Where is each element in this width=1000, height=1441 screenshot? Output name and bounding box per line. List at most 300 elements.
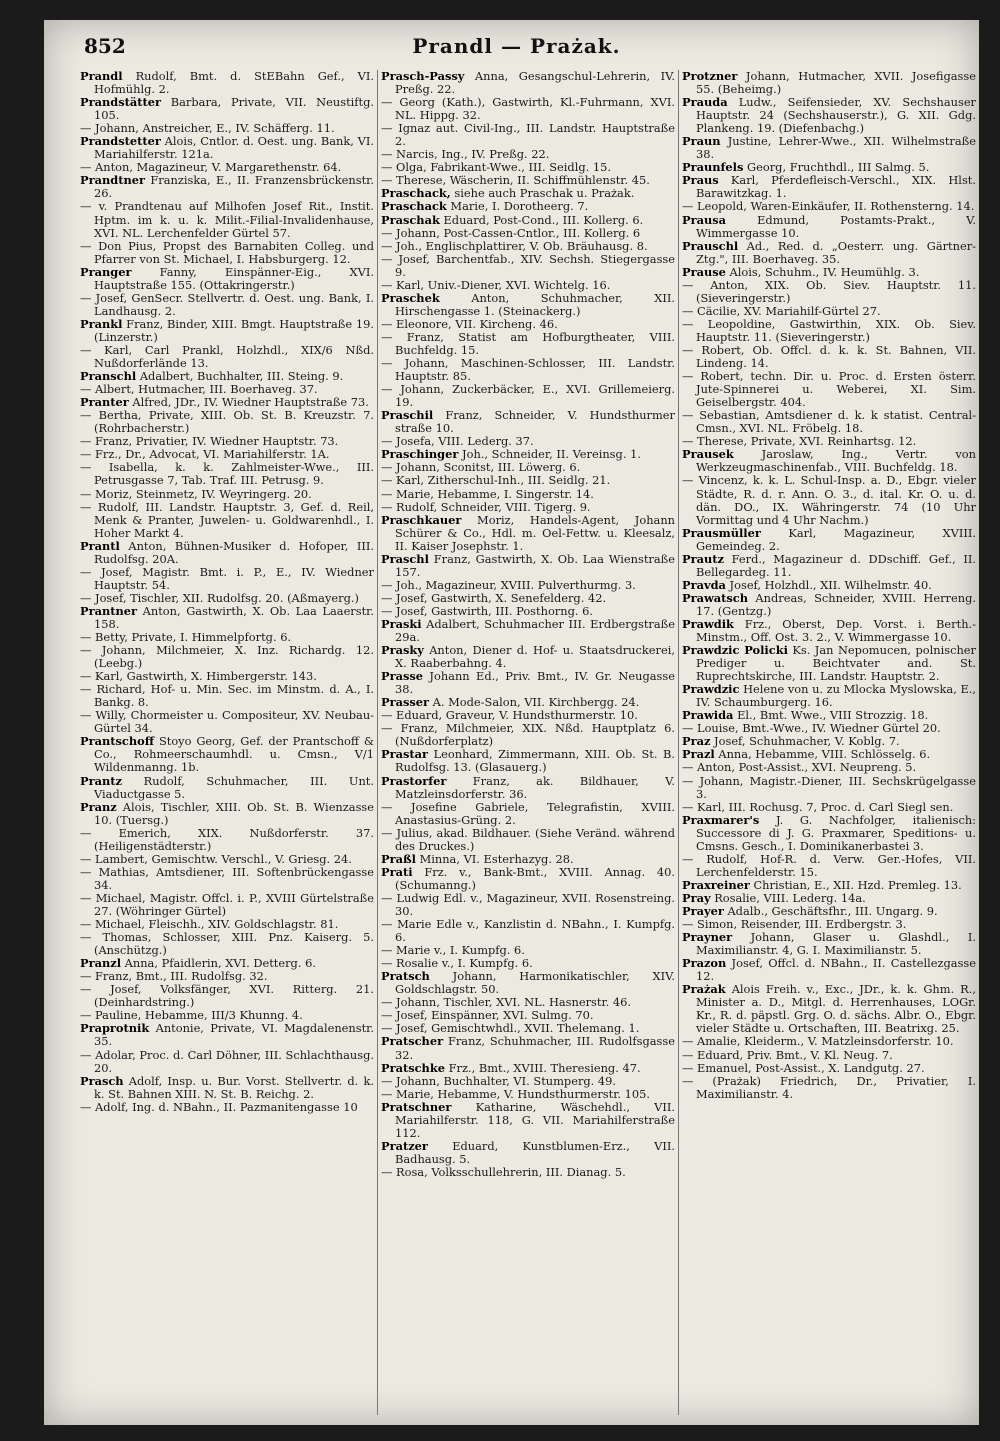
entry-details: — Eduard, Priv. Bmt., V. Kl. Neug. 7. bbox=[682, 1047, 893, 1062]
entry-details: — Anton, XIX. Ob. Siev. Hauptstr. 11. (Sieveringerstr.) bbox=[682, 277, 976, 305]
entry-surname: Prandstätter bbox=[80, 95, 162, 110]
directory-entry bbox=[682, 683, 976, 709]
entry-surname: Prandstetter bbox=[80, 134, 161, 149]
directory-entry bbox=[381, 253, 675, 279]
entry-surname: Prausa bbox=[682, 212, 727, 227]
entry-details: Johann, Glaser u. Glashdl., I. Maximilianstr. 4, G. I. Maximilianstr. 5. bbox=[696, 930, 976, 958]
entry-details: — Johann, Sconitst, III. Löwerg. 6. bbox=[381, 460, 581, 475]
entry-surname: Prasch-Passy bbox=[381, 70, 465, 83]
directory-entry bbox=[80, 644, 374, 670]
directory-entry bbox=[682, 527, 976, 553]
directory-entry bbox=[80, 801, 374, 827]
entry-details: — Rudolf, Hof-R. d. Verw. Ger.-Hofes, VII. Lerchenfelderstr. 15. bbox=[682, 851, 976, 879]
entry-details: — Ludwig Edl. v., Magazineur, XVII. Rosenstreing. 30. bbox=[381, 890, 675, 918]
directory-entry bbox=[682, 240, 976, 266]
columns bbox=[80, 70, 976, 1415]
entry-details: — Josef, Gemischtwhdl., XVII. Thelemang. 1. bbox=[381, 1021, 640, 1036]
directory-entry bbox=[381, 618, 675, 644]
directory-entry bbox=[381, 70, 675, 96]
entry-details: Eduard, Post-Cond., III. Kollerg. 6. bbox=[443, 212, 644, 227]
entry-surname: Pranter bbox=[80, 395, 129, 410]
entry-details: — Joh., Magazineur, XVIII. Pulverthurmg. 3. bbox=[381, 577, 636, 592]
entry-details: — Marie v., I. Kumpfg. 6. bbox=[381, 943, 525, 958]
directory-entry bbox=[682, 174, 976, 200]
directory-entry bbox=[80, 1101, 374, 1114]
directory-entry bbox=[381, 409, 675, 435]
entry-details: Franziska, E., II. Franzensbrückenstr. 26. bbox=[94, 173, 374, 201]
directory-entry bbox=[80, 318, 374, 344]
entry-surname: Pratschner bbox=[381, 1099, 452, 1114]
entry-details: — Josef, Barchentfab., XIV. Sechsh. Stiegergasse 9. bbox=[381, 251, 675, 279]
entry-details: — Franz, Bmt., III. Rudolfsg. 32. bbox=[80, 969, 268, 984]
entry-details: — Karl, Gastwirth, X. Himbergerstr. 143. bbox=[80, 669, 317, 684]
directory-entry bbox=[682, 553, 976, 579]
entry-details: siehe auch Praschak u. Prażak. bbox=[454, 186, 635, 201]
directory-entry bbox=[80, 200, 374, 239]
entry-surname: Praschack bbox=[381, 199, 447, 214]
entry-details: — Marie Edle v., Kanzlistin d. NBahn., I. Kumpfg. 6. bbox=[381, 917, 675, 945]
entry-details: — Josef, Einspänner, XVI. Sulmg. 70. bbox=[381, 1008, 594, 1023]
directory-entry bbox=[80, 827, 374, 853]
entry-details: — Louise, Bmt.-Wwe., IV. Wiedner Gürtel 20. bbox=[682, 721, 941, 736]
entry-details: — Sebastian, Amtsdiener d. k. k statist. Central-Cmsn., XVI. NL. Fröbelg. 18. bbox=[682, 408, 976, 436]
entry-details: Alois Freih. v., Exc., JDr., k. k. Ghm. R., Minister a. D., Mitgl. d. Herrenhauses, LOGr. Kr., R. d. päpstl. Grg. O. d. sächs. Albr. O., Ebgr. vieler Städte u. Ortschaften, III. Beatrixg. 25. bbox=[696, 982, 976, 1036]
directory-entry bbox=[381, 1101, 675, 1140]
directory-entry bbox=[682, 370, 976, 409]
directory-entry bbox=[682, 618, 976, 644]
entry-surname: Prayer bbox=[682, 904, 724, 918]
entry-details: — Julius, akad. Bildhauer. (Siehe Veränd. während des Druckes.) bbox=[381, 825, 675, 853]
entry-surname: Prausek bbox=[682, 447, 734, 462]
entry-details: Anton, Diener d. Hof- u. Staatsdruckerei, X. Raaberbahng. 4. bbox=[395, 643, 675, 671]
entry-surname: Praunfels bbox=[682, 160, 744, 175]
entry-details: Christian, E., XII. Hzd. Premleg. 13. bbox=[753, 877, 962, 892]
directory-entry bbox=[682, 931, 976, 957]
entry-details: Anton, Bühnen-Musiker d. Hofoper, III. Rudolfsg. 20A. bbox=[94, 538, 374, 566]
entry-details: Franz, Gastwirth, X. Ob. Laa Wienstraße 157. bbox=[395, 551, 675, 579]
entry-details: Leonhard, Zimmermann, XIII. Ob. St. B. Rudolfsg. 13. (Glasauerg.) bbox=[395, 747, 675, 775]
entry-surname: Praski bbox=[381, 616, 422, 631]
entry-details: — Olga, Fabrikant-Wwe., III. Seidlg. 15. bbox=[381, 160, 612, 175]
entry-details: — (Prażak) Friedrich, Dr., Privatier, I. Maximilianstr. 4. bbox=[682, 1073, 976, 1101]
directory-entry bbox=[80, 775, 374, 801]
entry-details: — Marie, Hebamme, I. Singerstr. 14. bbox=[381, 486, 594, 501]
entry-surname: Prantschoff bbox=[80, 734, 155, 749]
directory-entry bbox=[381, 1035, 675, 1061]
entry-surname: Prawdzic Policki bbox=[682, 643, 788, 658]
entry-details: Anna, Gesangschul-Lehrerin, IV. Preßg. 22. bbox=[395, 70, 675, 97]
entry-details: — Johann, Zuckerbäcker, E., XVI. Grillemeierg. 19. bbox=[381, 382, 675, 410]
entry-details: — Georg (Kath.), Gastwirth, Kl.-Fuhrmann, XVI. NL. Hippg. 32. bbox=[381, 95, 675, 123]
directory-page bbox=[44, 20, 979, 1425]
directory-entry bbox=[381, 96, 675, 122]
entry-details: — Michael, Magistr. Offcl. i. P., XVIII Gürtelstraße 27. (Wöhringer Gürtel) bbox=[80, 890, 374, 918]
page-number: 852 bbox=[84, 34, 126, 58]
entry-details: Franz, ak. Bildhauer, V. Matzleinsdorferstr. 36. bbox=[395, 773, 675, 801]
entry-details: — Josef, Tischler, XII. Rudolfsg. 20. (Aßmayerg.) bbox=[80, 590, 359, 605]
directory-entry bbox=[682, 135, 976, 161]
directory-entry bbox=[381, 970, 675, 996]
entry-details: Adalbert, Buchhalter, III. Steing. 9. bbox=[139, 369, 344, 384]
entry-details: — Joh., Englischplattirer, V. Ob. Bräuhausg. 8. bbox=[381, 238, 648, 253]
column-1 bbox=[80, 70, 374, 1415]
directory-entry bbox=[682, 983, 976, 1035]
entry-details: — Karl, Carl Prankl, Holzhdl., XIX/6 Nßd. Nußdorferlände 13. bbox=[80, 342, 374, 371]
entry-details: Fanny, Einspänner-Eig., XVI. Hauptstraße 155. (Ottakringerstr.) bbox=[94, 264, 374, 292]
directory-entry bbox=[80, 135, 374, 161]
entry-details: — Willy, Chormeister u. Compositeur, XV. Neubau-Gürtel 34. bbox=[80, 708, 374, 736]
entry-details: Justine, Lehrer-Wwe., XII. Wilhelmstraße 38. bbox=[696, 134, 976, 162]
entry-details: — Amalie, Kleiderm., V. Matzleinsdorferstr. 10. bbox=[682, 1034, 954, 1049]
directory-entry bbox=[80, 683, 374, 709]
entry-details: — Josef, GenSecr. Stellvertr. d. Oest. ung. Bank, I. Landhausg. 2. bbox=[80, 290, 374, 318]
entry-details: Frz., Oberst, Dep. Vorst. i. Berth.-Minstm., Off. Ost. 3. 2., V. Wimmergasse 10. bbox=[696, 616, 976, 645]
entry-surname: Prantl bbox=[80, 538, 120, 553]
entry-surname: Prawatsch bbox=[682, 590, 749, 605]
entry-details: El., Bmt. Wwe., VIII Strozzig. 18. bbox=[737, 708, 929, 723]
directory-entry bbox=[80, 709, 374, 735]
entry-details: Alois, Tischler, XIII. Ob. St. B. Wienzasse 10. (Tuersg.) bbox=[94, 799, 374, 827]
entry-details: Minna, VI. Esterhazyg. 28. bbox=[419, 851, 574, 866]
entry-details: — Rosa, Volksschullehrerin, III. Dianag. 5. bbox=[381, 1164, 626, 1179]
entry-details: — Thomas, Schlosser, XIII. Pnz. Kaiserg. 5. (Anschützg.) bbox=[80, 930, 374, 958]
directory-entry bbox=[381, 383, 675, 409]
entry-details: Alois, Cntlor. d. Oest. ung. Bank, VI. Mariahilferstr. 121a. bbox=[94, 134, 374, 162]
entry-details: Alois, Schuhm., IV. Heumühlg. 3. bbox=[729, 264, 920, 279]
entry-surname: Prautz bbox=[682, 551, 724, 566]
entry-surname: Praun bbox=[682, 134, 721, 149]
directory-entry bbox=[381, 827, 675, 853]
entry-surname: Praprotnik bbox=[80, 1021, 150, 1036]
entry-details: Eduard, Kunstblumen-Erz., VII. Badhausg. 5. bbox=[395, 1138, 675, 1166]
entry-details: — Marie, Hebamme, V. Hundsthurmerstr. 105. bbox=[381, 1086, 650, 1101]
entry-surname: Pranz bbox=[80, 799, 117, 814]
entry-details: — Karl, III. Rochusg. 7, Proc. d. Carl Siegl sen. bbox=[682, 799, 954, 814]
directory-entry bbox=[80, 344, 374, 370]
directory-entry bbox=[80, 266, 374, 292]
entry-details: — Frz., Dr., Advocat, VI. Mariahilferstr. 1A. bbox=[80, 447, 330, 462]
directory-entry bbox=[80, 1075, 374, 1101]
entry-details: Ad., Red. d. „Oesterr. ung. Gärtner-Ztg.", III. Boerhaveg. 35. bbox=[696, 238, 976, 266]
directory-entry bbox=[381, 918, 675, 944]
directory-entry bbox=[80, 931, 374, 957]
entry-details: — v. Prandtenau auf Milhofen Josef Rit., Instit. Hptm. im k. u. k. Milit.-Filial-Invalidenhause, XVI. NL. Lerchenfelder Gürtel 57. bbox=[80, 199, 374, 240]
directory-entry bbox=[80, 735, 374, 774]
entry-surname: Praschil bbox=[381, 408, 434, 423]
entry-details: — Josef, Gastwirth, X. Senefelderg. 42. bbox=[381, 590, 607, 605]
entry-surname: Praus bbox=[682, 173, 719, 188]
entry-details: Johann, Hutmacher, XVII. Josefigasse 55. (Beheimg.) bbox=[696, 70, 976, 97]
entry-details: Anton, Schuhmacher, XII. Hirschengasse 1. (Steinackerg.) bbox=[395, 290, 675, 318]
entry-details: — Rosalie v., I. Kumpfg. 6. bbox=[381, 956, 533, 971]
directory-entry bbox=[682, 409, 976, 435]
directory-entry bbox=[682, 592, 976, 618]
directory-entry bbox=[682, 474, 976, 526]
entry-details: Anna, Hebamme, VIII. Schlösselg. 6. bbox=[718, 747, 931, 762]
entry-details: — Franz, Statist am Hofburgtheater, VIII. Buchfeldg. 15. bbox=[381, 329, 675, 357]
entry-details: Karl, Magazineur, XVIII. Gemeindeg. 2. bbox=[696, 525, 976, 553]
entry-details: Edmund, Postamts-Prakt., V. Wimmergasse 10. bbox=[696, 212, 976, 240]
directory-entry bbox=[381, 892, 675, 918]
entry-surname: Pranzl bbox=[80, 956, 122, 971]
directory-entry bbox=[80, 70, 374, 96]
entry-details: — Simon, Reisender, III. Erdbergstr. 3. bbox=[682, 917, 907, 932]
entry-details: Marie, I. Dorotheerg. 7. bbox=[450, 199, 589, 214]
entry-details: — Franz, Privatier, IV. Wiedner Hauptstr. 73. bbox=[80, 434, 339, 449]
entry-details: — Lambert, Gemischtw. Verschl., V. Griesg. 24. bbox=[80, 851, 352, 866]
entry-details: — Ignaz aut. Civil-Ing., III. Landstr. Hauptstraße 2. bbox=[381, 121, 675, 149]
entry-details: — Johann, Magistr.-Diener, III. Sechskrügelgasse 3. bbox=[682, 773, 976, 801]
entry-details: — Don Pius, Propst des Barnabiten Colleg. und Pfarrer von St. Michael, I. Habsburgerg. 12. bbox=[80, 238, 374, 266]
entry-details: — Emerich, XIX. Nußdorferstr. 37. (Heiligenstädterstr.) bbox=[80, 825, 374, 853]
directory-entry bbox=[80, 983, 374, 1009]
entry-details: — Betty, Private, I. Himmelpfortg. 6. bbox=[80, 630, 292, 645]
entry-details: Johann Ed., Priv. Bmt., IV. Gr. Neugasse 38. bbox=[395, 669, 675, 697]
directory-entry bbox=[381, 514, 675, 553]
entry-details: — Eleonore, VII. Kircheng. 46. bbox=[381, 316, 558, 331]
entry-details: — Johann, Anstreicher, E., IV. Schäfferg. 11. bbox=[80, 121, 335, 136]
entry-surname: Prawida bbox=[682, 708, 734, 723]
entry-surname: Prazl bbox=[682, 747, 715, 762]
directory-entry bbox=[381, 1140, 675, 1166]
entry-details: Josef, Holzhdl., XII. Wilhelmstr. 40. bbox=[729, 577, 932, 592]
directory-entry bbox=[381, 748, 675, 774]
directory-entry bbox=[80, 540, 374, 566]
entry-details: — Josef, Volksfänger, XVI. Ritterg. 21. (Deinhardstring.) bbox=[80, 982, 374, 1010]
directory-entry bbox=[381, 670, 675, 696]
entry-details: — Anton, Magazineur, V. Margarethenstr. 64. bbox=[80, 160, 342, 175]
directory-entry bbox=[381, 357, 675, 383]
directory-entry bbox=[80, 866, 374, 892]
entry-details: — Pauline, Hebamme, III/3 Khunng. 4. bbox=[80, 1008, 303, 1023]
directory-entry bbox=[682, 344, 976, 370]
entry-details: Johann, Harmonikatischler, XIV. Goldschlagstr. 50. bbox=[395, 969, 675, 997]
directory-entry bbox=[80, 892, 374, 918]
directory-entry bbox=[80, 501, 374, 540]
entry-details: Adolf, Insp. u. Bur. Vorst. Stellvertr. d. k. k. St. Bahnen XIII. N. St. B. Reichg. 2. bbox=[94, 1073, 374, 1101]
directory-entry bbox=[682, 853, 976, 879]
entry-surname: Pratsch bbox=[381, 969, 430, 984]
entry-details: Katharine, Wäschehdl., VII. Mariahilferstr. 118, G. VII. Mariahilferstraße 112. bbox=[395, 1099, 675, 1140]
page-header bbox=[84, 34, 949, 62]
directory-entry bbox=[80, 1022, 374, 1048]
entry-surname: Prażak bbox=[682, 982, 726, 997]
entry-surname: Prasky bbox=[381, 643, 424, 658]
entry-details: — Therese, Wäscherin, II. Schiffmühlenstr. 45. bbox=[381, 173, 650, 188]
entry-surname: Pravda bbox=[682, 577, 726, 592]
entry-details: — Eduard, Graveur, V. Hundsthurmerstr. 10. bbox=[381, 708, 638, 723]
entry-details: — Josefine Gabriele, Telegrafistin, XVIII. Anastasius-Grüng. 2. bbox=[381, 799, 675, 827]
entry-details: Frz. v., Bank-Bmt., XVIII. Annag. 40. (Schumanng.) bbox=[395, 864, 675, 892]
entry-details: — Vincenz, k. k. L. Schul-Insp. a. D., Ebgr. vieler Städte, R. d. r. Ann. O. 3., d. ital. Kr. O. u. d. dän. DO., IX. Währingerstr. 74 (10 Uhr Vormittag und 4 Uhr Nachm.) bbox=[682, 473, 976, 527]
entry-surname: Prasse bbox=[381, 669, 424, 684]
directory-entry bbox=[80, 292, 374, 318]
entry-surname: Praxmarer's bbox=[682, 812, 760, 827]
entry-surname: Pranschl bbox=[80, 369, 137, 384]
entry-surname: Praschinger bbox=[381, 447, 459, 462]
entry-surname: Pranger bbox=[80, 264, 132, 279]
entry-details: — Josef, Gastwirth, III. Posthorng. 6. bbox=[381, 603, 593, 618]
entry-details: Stoyo Georg, Gef. der Prantschoff & Co., Rohmeerschaumhdl. u. Cmsn., V/1 Wildenmanng. 1b. bbox=[94, 734, 374, 775]
entry-surname: Praschack, bbox=[381, 186, 451, 201]
directory-entry bbox=[381, 122, 675, 148]
directory-entry bbox=[381, 775, 675, 801]
entry-surname: Praschek bbox=[381, 290, 440, 305]
entry-details: Ludw., Seifensieder, XV. Sechshauser Hauptstr. 24 (Sechshauserstr.), G. XII. Gdg. Plankeng. 19. (Diefenbachg.) bbox=[696, 95, 976, 136]
entry-details: Georg, Fruchthdl., III Salmg. 5. bbox=[747, 160, 930, 175]
directory-entry bbox=[381, 553, 675, 579]
directory-entry bbox=[682, 814, 976, 853]
entry-details: Barbara, Private, VII. Neustiftg. 105. bbox=[94, 95, 374, 123]
entry-surname: Praschak bbox=[381, 212, 440, 227]
entry-surname: Praschl bbox=[381, 551, 429, 566]
directory-entry bbox=[381, 801, 675, 827]
column-divider bbox=[377, 70, 378, 1415]
entry-details: — Emanuel, Post-Assist., X. Landgutg. 27. bbox=[682, 1060, 925, 1075]
directory-entry bbox=[381, 866, 675, 892]
entry-details: — Therese, Private, XVI. Reinhartsg. 12. bbox=[682, 434, 917, 449]
entry-details: — Johann, Buchhalter, VI. Stumperg. 49. bbox=[381, 1073, 617, 1088]
entry-details: Antonie, Private, VI. Magdalenenstr. 35. bbox=[94, 1021, 374, 1049]
directory-entry bbox=[682, 70, 976, 96]
entry-details: Andreas, Schneider, XVIII. Herreng. 17. (Gentzg.) bbox=[696, 590, 976, 618]
entry-details: Ferd., Magazineur d. DDschiff. Gef., II. Bellegardeg. 11. bbox=[696, 551, 976, 579]
entry-details: — Richard, Hof- u. Min. Sec. im Minstm. d. A., I. Bankg. 8. bbox=[80, 682, 374, 710]
entry-details: Franz, Schneider, V. Hundsthurmer straße 10. bbox=[395, 408, 675, 436]
entry-details: Rudolf, Bmt. d. StEBahn Gef., VI. Hofmühlg. 2. bbox=[94, 70, 374, 97]
entry-details: — Cäcilie, XV. Mariahilf-Gürtel 27. bbox=[682, 303, 881, 318]
entry-details: — Johann, Tischler, XVI. NL. Hasnerstr. 46. bbox=[381, 995, 632, 1010]
page-title: Prandl — Prażak. bbox=[412, 34, 621, 58]
entry-details: Adalb., Geschäftsfhr., III. Ungarg. 9. bbox=[727, 904, 938, 918]
directory-entry bbox=[682, 448, 976, 474]
entry-details: Anton, Gastwirth, X. Ob. Laa Laaerstr. 158. bbox=[94, 603, 374, 631]
entry-details: — Josef, Magistr. Bmt. i. P., E., IV. Wiedner Hauptstr. 54. bbox=[80, 564, 374, 592]
entry-details: J. G. Nachfolger, italienisch: Successore di J. G. Praxmarer, Speditions- u. Cmsns. Gesch., I. Dominikanerbastei 3. bbox=[696, 812, 976, 853]
entry-details: — Johann, Milchmeier, X. Inz. Richardg. 12. (Leebg.) bbox=[80, 643, 374, 671]
directory-entry bbox=[80, 174, 374, 200]
entry-details: — Anton, Post-Assist., XVI. Neupreng. 5. bbox=[682, 760, 917, 775]
entry-details: — Albert, Hutmacher, III. Boerhaveg. 37. bbox=[80, 382, 318, 397]
entry-surname: Pratscher bbox=[381, 1034, 444, 1049]
entry-details: — Moriz, Steinmetz, IV. Weyringerg. 20. bbox=[80, 486, 312, 501]
entry-details: — Robert, techn. Dir. u. Proc. d. Ersten österr. Jute-Spinnerei u. Weberei, XI. Sim. Geiselbergstr. 404. bbox=[682, 369, 976, 410]
entry-surname: Prazon bbox=[682, 956, 727, 971]
entry-surname: Prawdzic bbox=[682, 682, 740, 697]
entry-surname: Prauda bbox=[682, 95, 728, 110]
entry-details: — Leopold, Waren-Einkäufer, II. Rothensterng. 14. bbox=[682, 199, 975, 214]
directory-entry bbox=[80, 461, 374, 487]
entry-details: Josef, Offcl. d. NBahn., II. Castellezgasse 12. bbox=[696, 956, 976, 984]
entry-surname: Prauschl bbox=[682, 238, 739, 253]
entry-surname: Prastar bbox=[381, 747, 429, 762]
directory-entry bbox=[80, 409, 374, 435]
entry-details: — Mathias, Amtsdiener, III. Softenbrückengasse 34. bbox=[80, 864, 374, 892]
entry-details: Jaroslaw, Ing., Vertr. von Werkzeugmaschinenfab., VIII. Buchfeldg. 18. bbox=[696, 447, 976, 475]
entry-details: — Karl, Zitherschul-Inh., III. Seidlg. 21. bbox=[381, 473, 611, 488]
column-divider bbox=[678, 70, 679, 1415]
entry-details: — Isabella, k. k. Zahlmeister-Wwe., III. Petrusgasse 7, Tab. Traf. III. Petrusg. 9. bbox=[80, 460, 374, 488]
entry-details: Helene von u. zu Mlocka Myslowska, E., IV. Schaumburgerg. 16. bbox=[696, 682, 976, 710]
entry-details: Adalbert, Schuhmacher III. Erdbergstraße 29a. bbox=[395, 616, 675, 645]
entry-details: Anna, Pfaidlerin, XVI. Detterg. 6. bbox=[124, 956, 316, 971]
entry-details: Josef, Schuhmacher, V. Koblg. 7. bbox=[714, 734, 900, 749]
directory-entry bbox=[682, 775, 976, 801]
entry-surname: Prasch bbox=[80, 1073, 124, 1088]
entry-surname: Prandtner bbox=[80, 173, 145, 188]
entry-details: Frz., Bmt., XVIII. Theresieng. 47. bbox=[448, 1060, 641, 1075]
entry-surname: Praz bbox=[682, 734, 711, 749]
entry-surname: Praxreiner bbox=[682, 877, 750, 892]
directory-entry bbox=[381, 292, 675, 318]
entry-details: — Bertha, Private, XIII. Ob. St. B. Kreuzstr. 7. (Rohrbacherstr.) bbox=[80, 408, 374, 436]
directory-entry bbox=[381, 1166, 675, 1179]
entry-surname: Prausmüller bbox=[682, 525, 761, 540]
entry-surname: Praschkauer bbox=[381, 512, 462, 527]
entry-details: — Josefa, VIII. Lederg. 37. bbox=[381, 434, 534, 449]
entry-details: — Leopoldine, Gastwirthin, XIX. Ob. Siev. Hauptstr. 11. (Sieveringerstr.) bbox=[682, 316, 976, 344]
directory-entry bbox=[682, 957, 976, 983]
directory-entry bbox=[80, 566, 374, 592]
column-3 bbox=[682, 70, 976, 1415]
entry-details: Franz, Binder, XIII. Bmgt. Hauptstraße 19. (Linzerstr.) bbox=[94, 316, 374, 344]
entry-surname: Prause bbox=[682, 264, 726, 279]
entry-surname: Prastorfer bbox=[381, 773, 447, 788]
entry-details: Alfred, JDr., IV. Wiedner Hauptstraße 73. bbox=[132, 395, 369, 410]
directory-entry bbox=[682, 318, 976, 344]
column-2 bbox=[381, 70, 675, 1415]
entry-details: Rudolf, Schuhmacher, III. Unt. Viaductgasse 5. bbox=[94, 773, 374, 801]
entry-surname: Prasser bbox=[381, 695, 430, 710]
entry-details: — Franz, Milchmeier, XIX. Nßd. Hauptplatz 6. (Nußdorferplatz) bbox=[381, 721, 675, 749]
directory-entry bbox=[381, 331, 675, 357]
entry-details: — Rudolf, Schneider, VIII. Tigerg. 9. bbox=[381, 499, 591, 514]
entry-surname: Praßl bbox=[381, 851, 416, 866]
entry-details: Moriz, Handels-Agent, Johann Schürer & Co., Hdl. m. Oel-Fettw. u. Kleesalz, II. Kaiser Josephstr. 1. bbox=[395, 512, 675, 553]
entry-details: — Johann, Post-Cassen-Cntlor., III. Kollerg. 6 bbox=[381, 225, 641, 240]
entry-surname: Pray bbox=[682, 890, 711, 905]
entry-details: — Rudolf, III. Landstr. Hauptstr. 3, Gef. d. Reil, Menk & Pranter, Juwelen- u. Goldwarenhdl., I. Hoher Markt 4. bbox=[80, 499, 374, 540]
entry-details: Rosalie, VIII. Lederg. 14a. bbox=[714, 890, 866, 905]
entry-surname: Prayner bbox=[682, 930, 733, 945]
entry-details: — Johann, Maschinen-Schlosser, III. Landstr. Hauptstr. 85. bbox=[381, 356, 675, 384]
entry-details: — Robert, Ob. Offcl. d. k. k. St. Bahnen, VII. Lindeng. 14. bbox=[682, 342, 976, 371]
entry-details: — Karl, Univ.-Diener, XVI. Wichtelg. 16. bbox=[381, 277, 611, 292]
entry-details: — Adolar, Proc. d. Carl Döhner, III. Schlachthausg. 20. bbox=[80, 1047, 374, 1075]
entry-surname: Pratschke bbox=[381, 1060, 445, 1075]
directory-entry bbox=[682, 1075, 976, 1101]
directory-entry bbox=[80, 240, 374, 266]
entry-surname: Prankl bbox=[80, 316, 123, 331]
entry-details: Karl, Pferdefleisch-Verschl., XIX. Hlst. Barawitzkag. 1. bbox=[696, 173, 976, 201]
directory-entry bbox=[381, 722, 675, 748]
entry-details: Joh., Schneider, II. Vereinsg. 1. bbox=[462, 447, 641, 462]
directory-entry bbox=[80, 605, 374, 631]
entry-details: A. Mode-Salon, VII. Kirchbergg. 24. bbox=[432, 695, 640, 710]
entry-details: — Michael, Fleischh., XIV. Goldschlagstr. 81. bbox=[80, 917, 339, 932]
entry-details: Franz, Schuhmacher, III. Rudolfsgasse 32. bbox=[395, 1034, 675, 1062]
entry-surname: Prantz bbox=[80, 773, 122, 788]
directory-entry bbox=[682, 279, 976, 305]
directory-entry bbox=[682, 214, 976, 240]
directory-entry bbox=[80, 96, 374, 122]
entry-surname: Prati bbox=[381, 864, 413, 879]
entry-surname: Protzner bbox=[682, 70, 738, 83]
entry-details: Ks. Jan Nepomucen, polnischer Prediger u. Beichtvater and. St. Ruprechtskirche, III. Landstr. Hauptstr. 2. bbox=[696, 643, 976, 684]
entry-details: — Adolf, Ing. d. NBahn., II. Pazmanitengasse 10 bbox=[80, 1099, 358, 1114]
directory-entry bbox=[682, 644, 976, 683]
entry-surname: Prandl bbox=[80, 70, 123, 83]
